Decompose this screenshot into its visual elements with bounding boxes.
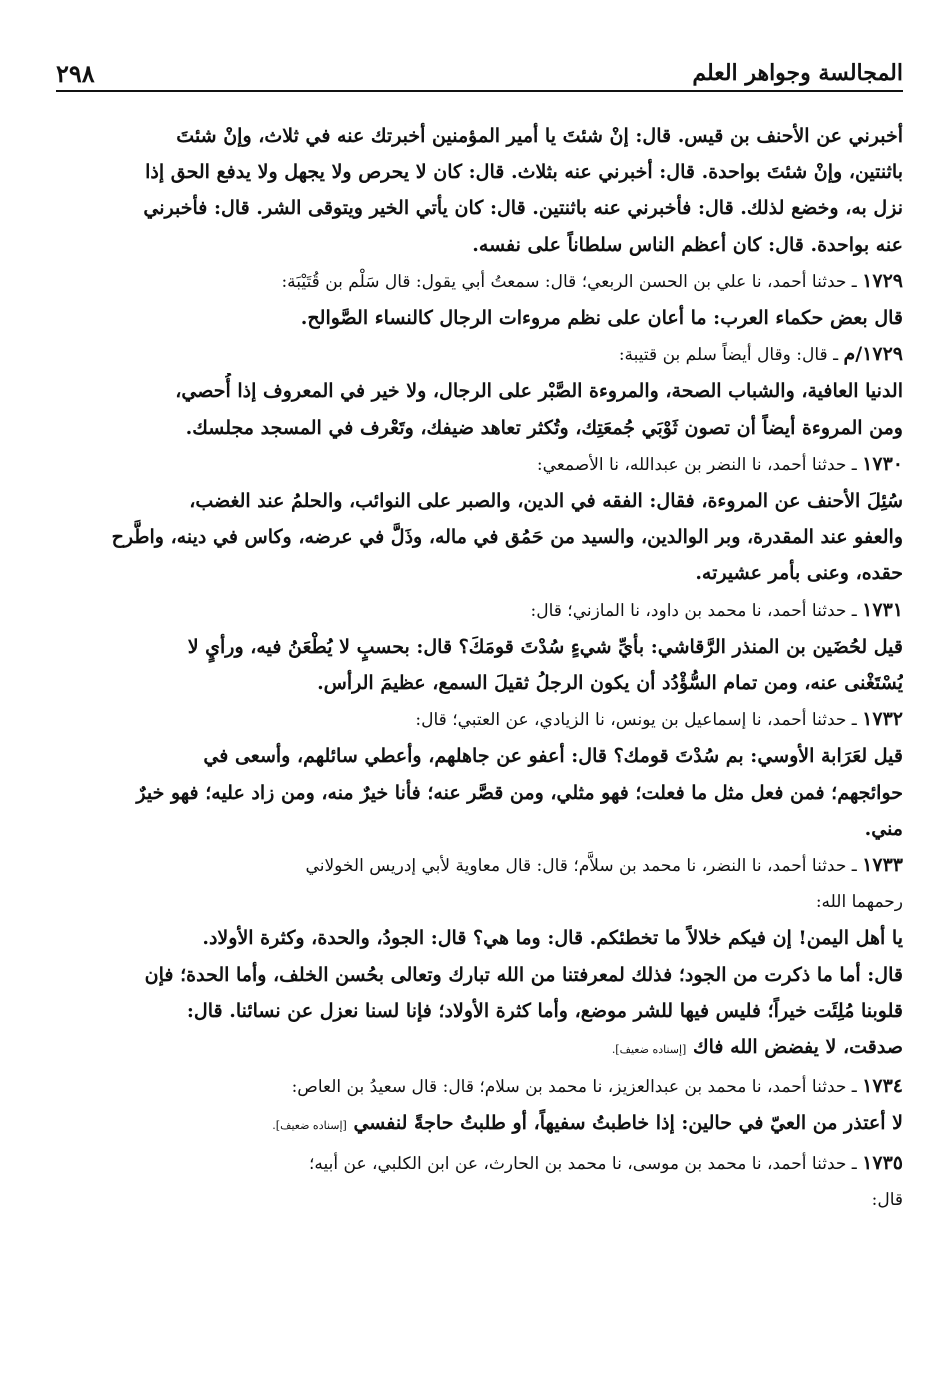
- page-body: [58, 118, 903, 1218]
- hadith-isnad-line: [58, 592, 903, 629]
- line-text: ـ حدثنا أحمد، نا النضر، نا محمد بن سلاَّم؛ قال: قال معاوية لأبي إدريس الخولاني: [305, 856, 857, 877]
- hadith-number: ١٧٣٤: [862, 1075, 903, 1098]
- line-text: الدنيا العافية، والشباب الصحة، والمروءة الصَّبْر على الرجال، ولا خير في المعروف إذا أُحصي،: [175, 380, 903, 403]
- line-text: قال:: [871, 1189, 903, 1210]
- hadith-number: ١٧٢٩/م: [843, 343, 903, 366]
- line-text: يا أهل اليمن! إن فيكم خلالاً ما تخطئكم. قال: وما هي؟ قال: الجودُ، والحدة، وكثرة الأولاد.: [202, 927, 903, 950]
- text-line: [58, 957, 903, 993]
- line-text: عنه بواحدة. قال: كان أعظم الناس سلطاناً على نفسه.: [472, 233, 903, 256]
- hadith-isnad-line: [58, 847, 903, 884]
- text-line: [58, 1105, 903, 1144]
- text-line: [58, 775, 903, 811]
- line-text: قلوبنا مُلِئَت خيراً؛ فليس فيها للشر موضع، وأما كثرة الأولاد؛ فإنا لسنا نعزل عن نسائنا. قال:: [186, 999, 903, 1022]
- text-line: [58, 154, 903, 190]
- text-line: [58, 1029, 903, 1068]
- line-text: حوائجهم؛ فمن فعل مثل ما فعلت؛ فهو مثلي، ومن قصَّر عنه؛ فأنا خيرٌ منه، ومن زاد عليه؛ فهو خيرٌ: [136, 781, 903, 804]
- line-text: صدقت، لا يفضض الله فاك: [692, 1036, 903, 1059]
- text-line: [58, 118, 903, 154]
- text-line: [58, 629, 903, 665]
- text-line: [58, 300, 903, 336]
- line-text: حقده، وعنى بأمر عشيرته.: [695, 562, 903, 585]
- line-text: مني.: [864, 817, 903, 840]
- hadith-isnad-line: [58, 446, 903, 483]
- line-text: يُسْتَغْنى عنه، ومن تمام السُّؤْدُد أن يكون الرجلُ ثقيلَ السمع، عظيمَ الرأس.: [317, 672, 903, 695]
- hadith-number: ١٧٣٥: [862, 1151, 903, 1174]
- chain-grade-note: [إسناده ضعيف].: [272, 1119, 347, 1133]
- line-text: والعفو عند المقدرة، وبر الوالدين، والسيد من حَمُق في ماله، وذَلَّ في عرضه، وكاس في دينه، واطَّرح: [111, 526, 903, 549]
- text-line: [58, 738, 903, 774]
- line-text: قيل لحُضَين بن المنذر الرَّقاشي: بأيِّ شيءٍ سُدْتَ قومَكَ؟ قال: بحسبٍ لا يُطْعَنُ فيه، ورأيٍ لا: [187, 635, 903, 658]
- line-text: ـ حدثنا أحمد، نا إسماعيل بن يونس، نا الزيادي، عن العتبي؛ قال:: [415, 710, 857, 731]
- text-line: [58, 811, 903, 847]
- text-line: [58, 410, 903, 446]
- line-text: ـ حدثنا أحمد، نا محمد بن داود، نا المازني؛ قال:: [530, 600, 857, 621]
- text-line: [58, 519, 903, 555]
- line-text: سُئِلَ الأحنف عن المروءة، فقال: الفقه في الدين، والصبر على النوائب، والحلمُ عند الغضب،: [189, 490, 903, 513]
- line-text: باثنتين، وإنْ شئتَ بواحدة. قال: أخبرني عنه بثلاث. قال: كان لا يحرص ولا يجهل ولا يدفع الحق إذا: [145, 161, 903, 184]
- line-text: ـ حدثنا أحمد، نا محمد بن عبدالعزيز، نا محمد بن سلام؛ قال: قال سعيدُ بن العاص:: [291, 1077, 857, 1098]
- text-line: [58, 555, 903, 591]
- text-line: [58, 227, 903, 263]
- hadith-number: ١٧٢٩: [862, 269, 903, 292]
- page-header: [56, 56, 903, 92]
- text-line: [58, 373, 903, 409]
- line-text: ـ قال: وقال أيضاً سلم بن قتيبة:: [618, 345, 839, 366]
- text-line: [58, 993, 903, 1029]
- hadith-isnad-line: [58, 1145, 903, 1182]
- line-text: رحمهما الله:: [815, 892, 903, 913]
- line-text: لا أعتذر من العيّ في حالين: إذا خاطبتُ سفيهاً، أو طلبتُ حاجةً لنفسي: [353, 1112, 903, 1135]
- hadith-number: ١٧٣٠: [862, 452, 903, 475]
- line-text: نزل به، وخضع لذلك. قال: فأخبرني عنه باثنتين. قال: كان يأتي الخير ويتوقى الشر. قال: فأخبرني: [143, 197, 903, 220]
- line-text: قال: أما ما ذكرت من الجود؛ فذلك لمعرفتنا من الله تبارك وتعالى بحُسن الخلف، وأما الحدة؛ فإن: [144, 963, 903, 986]
- hadith-isnad-line: [58, 336, 903, 373]
- line-text: ـ حدثنا أحمد، نا النضر بن عبدالله، نا الأصمعي:: [536, 454, 857, 475]
- hadith-number: ١٧٣٢: [862, 708, 903, 731]
- text-line: [58, 1182, 903, 1218]
- chain-grade-note: [إسناده ضعيف].: [611, 1043, 687, 1057]
- text-line: [58, 190, 903, 226]
- line-text: ـ حدثنا أحمد، نا محمد بن موسى، نا محمد بن الحارث، عن ابن الكلبي، عن أبيه؛: [309, 1153, 857, 1174]
- line-text: أخبرني عن الأحنف بن قيس. قال: إنْ شئتَ يا أمير المؤمنين أخبرتك عنه في ثلاث، وإنْ شئتَ: [176, 125, 903, 147]
- line-text: قال بعض حكماء العرب: ما أعان على نظم مروءات الرجال كالنساء الصَّوالح.: [300, 307, 903, 330]
- text-line: [58, 665, 903, 701]
- hadith-isnad-line: [58, 1068, 903, 1105]
- text-line: [58, 884, 903, 920]
- line-text: قيل لعَرَابة الأوسي: بم سُدْتَ قومك؟ قال: أعفو عن جاهلهم، وأعطي سائلهم، وأسعى في: [203, 745, 903, 768]
- hadith-number: ١٧٣٣: [862, 854, 903, 877]
- line-text: ـ حدثنا أحمد، نا علي بن الحسن الربعي؛ قال: سمعتُ أبي يقول: قال سَلْم بن قُتَيْبَة:: [281, 271, 857, 292]
- book-title: المجالسة وجواهر العلم: [692, 60, 903, 86]
- page-number: ٢٩٨: [56, 58, 95, 88]
- hadith-number: ١٧٣١: [862, 598, 903, 621]
- hadith-isnad-line: [58, 701, 903, 738]
- text-line: [58, 920, 903, 956]
- hadith-isnad-line: [58, 263, 903, 300]
- line-text: ومن المروءة أيضاً أن تصون ثَوْبَي جُمعَتِك، وتُكثر تعاهد ضيفك، وتَعْرف في المسجد مجلسك.: [185, 416, 903, 439]
- text-line: [58, 483, 903, 519]
